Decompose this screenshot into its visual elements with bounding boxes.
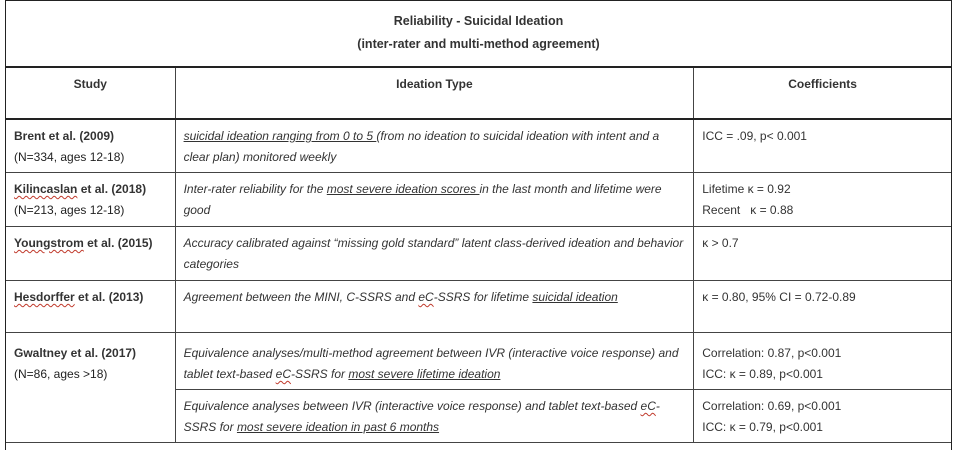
coefficients-cell	[694, 390, 951, 443]
coefficients-cell	[694, 281, 951, 333]
study-name	[14, 179, 167, 200]
ideation-text: -SSRS for lifetime	[433, 290, 533, 304]
study-name	[14, 287, 167, 308]
study-detail: (N=334, ages 12-18)	[14, 150, 125, 164]
study-cell	[6, 119, 175, 173]
ideation-ec: eC	[418, 290, 434, 304]
coefficient-line: Lifetime κ = 0.92	[702, 182, 791, 196]
table-title-line2: (inter-rater and multi-method agreement)	[357, 37, 600, 51]
ideation-text: Equivalence analyses/multi-method agreement between IVR (interactive voice response) and tablet text-based	[183, 346, 679, 381]
ideation-cell	[175, 390, 694, 443]
ideation-text: (from no ideation to suicidal ideation with intent and a clear plan) monitored weekly	[183, 129, 660, 164]
coefficient-line: Correlation: 0.87, p<0.001	[702, 346, 842, 360]
study-cell	[6, 333, 175, 443]
study-cell	[6, 281, 175, 333]
ideation-text: Agreement between the MINI, C-SSRS and	[183, 290, 419, 304]
study-etal: et al. (2013)	[74, 290, 144, 304]
study-surname: Kilincaslan	[14, 182, 78, 196]
table-row	[6, 227, 951, 281]
ideation-cell	[175, 173, 694, 227]
ideation-underlined: most severe ideation scores	[326, 182, 480, 196]
ideation-cell: Accuracy calibrated against “missing gold standard” latent class-derived ideation and behavior categories	[175, 227, 694, 281]
study-cell	[6, 227, 175, 281]
coefficients-cell	[694, 173, 951, 227]
ideation-text: Equivalence analyses between IVR (interactive voice response) and tablet text-based	[183, 399, 641, 413]
ideation-ec: eC	[640, 399, 656, 413]
ideation-cell	[175, 333, 694, 390]
study-name: Gwaltney et al. (2017)	[14, 346, 137, 360]
coefficient-line: ICC: κ = 0.79, p<0.001	[702, 420, 823, 434]
ideation-text: -SSRS for	[183, 399, 660, 434]
ideation-text: -SSRS for	[290, 367, 349, 381]
header-row	[6, 68, 951, 119]
coefficients-cell	[694, 333, 951, 390]
study-surname: Hesdorffer	[14, 290, 75, 304]
coefficients-cell	[694, 227, 951, 281]
table-row	[6, 119, 951, 173]
table-title-line1: Reliability - Suicidal Ideation	[393, 14, 564, 28]
ideation-ec: eC	[275, 367, 291, 381]
reliability-table	[6, 68, 951, 443]
study-etal: et al. (2018)	[77, 182, 147, 196]
coefficient-line: Correlation: 0.69, p<0.001	[702, 399, 842, 413]
study-etal: et al. (2015)	[83, 236, 153, 250]
ideation-underlined: suicidal ideation ranging from 0 to 5	[183, 129, 377, 143]
study-detail: (N=213, ages 12-18)	[14, 203, 125, 217]
ideation-cell	[175, 281, 694, 333]
reliability-table-frame	[5, 0, 952, 450]
coefficient-line: ICC = .09, p< 0.001	[702, 129, 807, 143]
table-row	[6, 333, 951, 390]
table-title	[6, 1, 951, 68]
study-name: Brent et al. (2009)	[14, 129, 115, 143]
study-name	[14, 233, 167, 254]
ideation-cell	[175, 119, 694, 173]
coefficient-line: κ = 0.80, 95% CI = 0.72-0.89	[702, 290, 856, 304]
header-coefficients: Coefficients	[694, 68, 951, 119]
ideation-underlined: most severe ideation in past 6 months	[236, 420, 440, 434]
header-ideation-type: Ideation Type	[175, 68, 694, 119]
coefficient-line: ICC: κ = 0.89, p<0.001	[702, 367, 823, 381]
ideation-underlined: suicidal ideation	[532, 290, 618, 304]
ideation-text: in the last month and lifetime were good	[183, 182, 662, 217]
table-row	[6, 173, 951, 227]
ideation-underlined: most severe lifetime ideation	[348, 367, 501, 381]
coefficients-cell	[694, 119, 951, 173]
table-row	[6, 281, 951, 333]
study-surname: Youngstrom	[14, 236, 84, 250]
header-study: Study	[6, 68, 175, 119]
study-detail: (N=86, ages >18)	[14, 367, 108, 381]
study-cell	[6, 173, 175, 227]
ideation-text: Inter-rater reliability for the	[183, 182, 327, 196]
coefficient-line: Recent κ = 0.88	[702, 203, 794, 217]
coefficient-line: κ > 0.7	[702, 236, 739, 250]
